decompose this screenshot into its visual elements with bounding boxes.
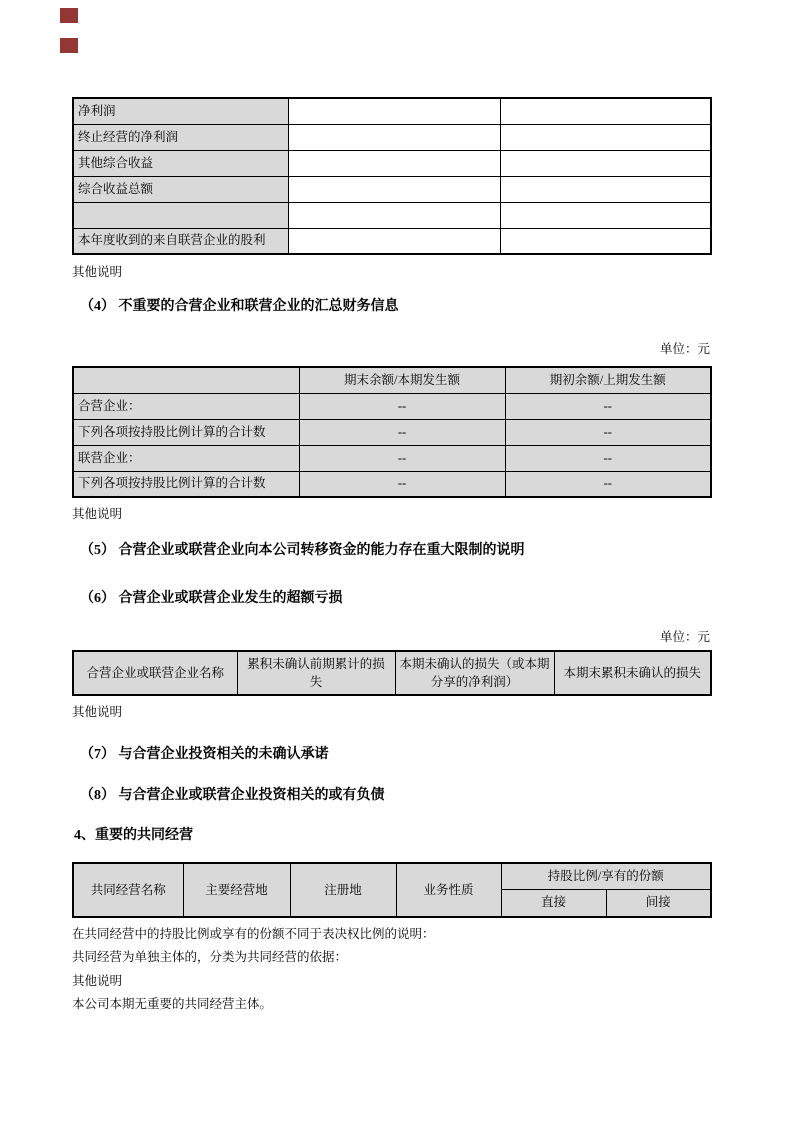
row-label: 下列各项按持股比例计算的合计数	[73, 419, 299, 445]
red-square-marker	[60, 8, 78, 23]
row-label	[73, 202, 288, 228]
column-group-header: 持股比例/享有的份额	[501, 863, 711, 889]
joint-operations-note: 本公司本期无重要的共同经营主体。	[72, 997, 273, 1011]
value-cell: --	[505, 471, 711, 497]
header-row	[73, 651, 711, 695]
table-row	[73, 150, 711, 176]
other-note-label: 其他说明	[72, 974, 123, 988]
joint-operations-note: 在共同经营中的持股比例或享有的份额不同于表决权比例的说明：	[72, 927, 435, 941]
table-row	[73, 176, 711, 202]
table-row	[73, 445, 711, 471]
row-label: 联营企业：	[73, 445, 299, 471]
value-cell: --	[299, 471, 505, 497]
column-header: 累积未确认前期累计的损失	[237, 651, 395, 695]
joint-operations-note: 共同经营为单独主体的，分类为共同经营的依据：	[72, 950, 348, 964]
row-label: 合营企业：	[73, 393, 299, 419]
value-cell: --	[299, 419, 505, 445]
value-cell: --	[505, 445, 711, 471]
value-cell	[288, 228, 500, 254]
section-4-heading: （4） 不重要的合营企业和联营企业的汇总财务信息	[80, 299, 399, 314]
other-note-label: 其他说明	[72, 507, 123, 521]
other-note-label: 其他说明	[72, 705, 123, 719]
header-row	[73, 863, 711, 889]
value-cell	[288, 176, 500, 202]
value-cell	[288, 202, 500, 228]
table-row	[73, 202, 711, 228]
section-6-heading: （6） 合营企业或联营企业发生的超额亏损	[80, 591, 343, 606]
column-header: 注册地	[290, 863, 396, 917]
summary-financials-table	[72, 97, 712, 255]
value-cell: --	[505, 419, 711, 445]
value-cell: --	[505, 393, 711, 419]
column-header: 期末余额/本期发生额	[299, 367, 505, 393]
column-header: 业务性质	[396, 863, 501, 917]
value-cell	[500, 176, 711, 202]
column-sub-header: 间接	[606, 889, 711, 917]
section-7-heading: （7） 与合营企业投资相关的未确认承诺	[80, 747, 329, 762]
table-row	[73, 98, 711, 124]
value-cell	[500, 228, 711, 254]
table-row	[73, 124, 711, 150]
empty-header-cell	[73, 367, 299, 393]
value-cell	[500, 150, 711, 176]
unit-label: 单位：元	[659, 630, 710, 644]
header-row	[73, 367, 711, 393]
column-header: 合营企业或联营企业名称	[73, 651, 237, 695]
column-sub-header: 直接	[501, 889, 606, 917]
value-cell	[288, 124, 500, 150]
column-header: 本期未确认的损失（或本期分享的净利润）	[395, 651, 554, 695]
unit-label: 单位：元	[659, 342, 710, 356]
section-8-heading: （8） 与合营企业或联营企业投资相关的或有负债	[80, 788, 385, 803]
table-row	[73, 228, 711, 254]
value-cell	[288, 150, 500, 176]
value-cell	[500, 124, 711, 150]
other-note-label: 其他说明	[72, 265, 123, 279]
column-header: 期初余额/上期发生额	[505, 367, 711, 393]
row-label: 终止经营的净利润	[73, 124, 288, 150]
row-label: 净利润	[73, 98, 288, 124]
value-cell	[500, 202, 711, 228]
row-label: 其他综合收益	[73, 150, 288, 176]
red-square-marker	[60, 38, 78, 53]
column-header: 主要经营地	[183, 863, 290, 917]
table-row	[73, 393, 711, 419]
column-header: 共同经营名称	[73, 863, 183, 917]
row-label: 本年度收到的来自联营企业的股利	[73, 228, 288, 254]
row-label: 综合收益总额	[73, 176, 288, 202]
row-label: 下列各项按持股比例计算的合计数	[73, 471, 299, 497]
value-cell: --	[299, 445, 505, 471]
table-row	[73, 419, 711, 445]
column-header: 本期末累积未确认的损失	[554, 651, 711, 695]
value-cell	[500, 98, 711, 124]
table-row	[73, 471, 711, 497]
value-cell	[288, 98, 500, 124]
joint-operations-table	[72, 862, 712, 918]
aggregated-info-table	[72, 366, 712, 498]
section-5-heading: （5） 合营企业或联营企业向本公司转移资金的能力存在重大限制的说明	[80, 543, 525, 558]
excess-losses-table	[72, 650, 712, 696]
value-cell: --	[299, 393, 505, 419]
joint-operations-heading: 4、重要的共同经营	[74, 828, 193, 843]
